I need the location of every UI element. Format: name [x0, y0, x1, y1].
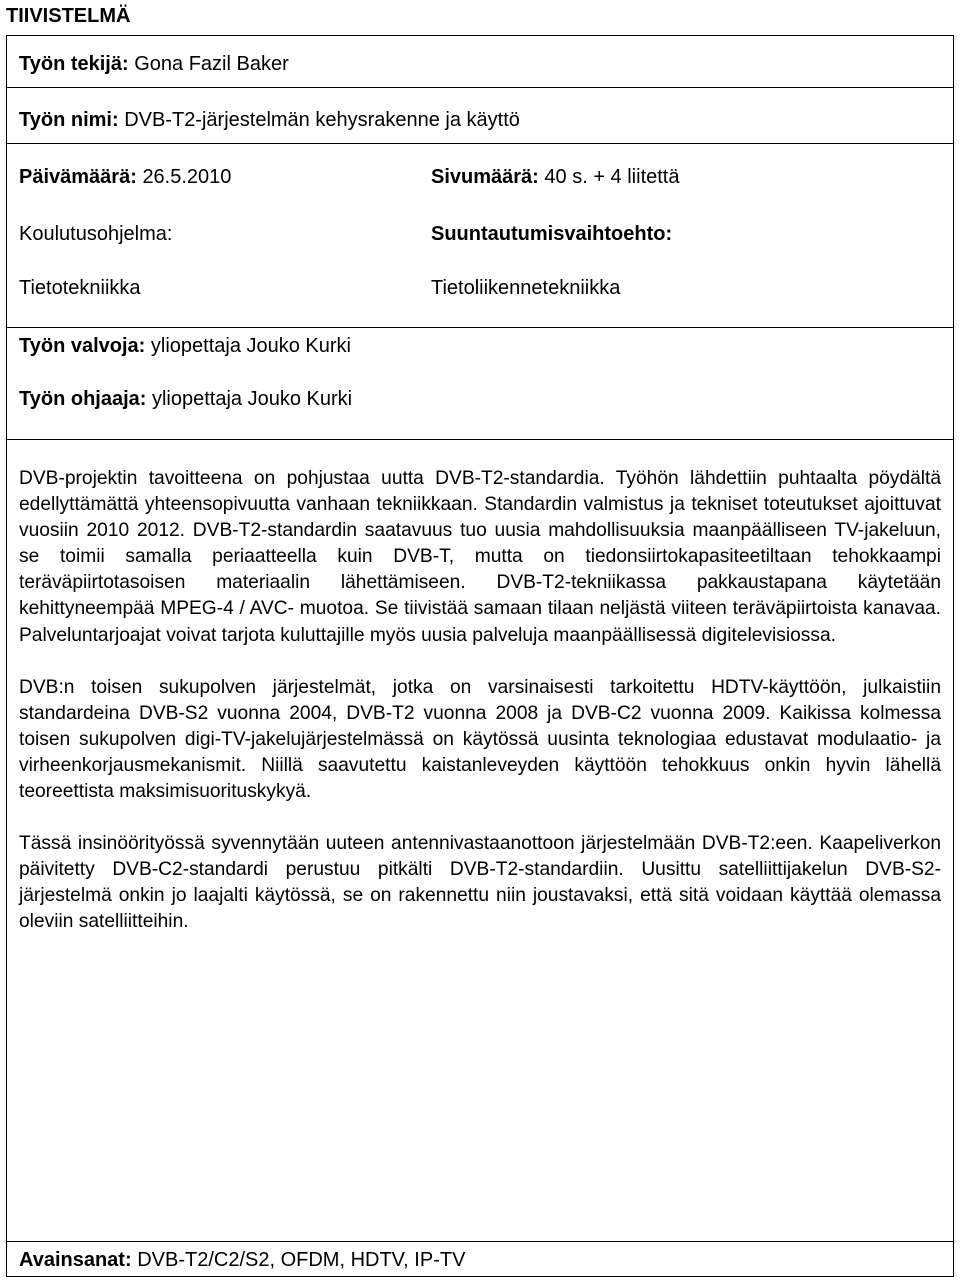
supervisor-row [19, 334, 351, 358]
supervisor-label: Työn valvoja: [19, 335, 146, 357]
keywords-label: Avainsanat: [19, 1249, 132, 1271]
date-label: Päivämäärä: [19, 166, 137, 188]
thesis-name-row [19, 108, 520, 132]
instructor-row [19, 387, 352, 411]
supervisor-value: yliopettaja Jouko Kurki [150, 335, 351, 357]
thesis-name-label: Työn nimi: [19, 109, 119, 131]
divider [7, 327, 953, 328]
keywords-row [19, 1248, 465, 1272]
instructor-label: Työn ohjaaja: [19, 388, 147, 410]
info-frame [6, 35, 954, 1277]
keywords-value: DVB-T2/C2/S2, OFDM, HDTV, IP-TV [137, 1249, 466, 1271]
thesis-name-value: DVB-T2-järjestelmän kehysrakenne ja käyttö [124, 109, 520, 131]
program-label: Koulutusohjelma: [19, 223, 173, 245]
abstract [19, 466, 941, 936]
abstract-paragraph: DVB-projektin tavoitteena on pohjustaa uutta DVB-T2-standardia. Työhön lähdettiin puhtaalta pöydältä edellyttämättä yhteensopivuutta vanhaan tekniikkaan. Standardin valmistus ja tekniset toteutukset ajoittuvat vuosiin 2010 2012. DVB-T2-standardin saatavuus tuo uusia mahdollisuuksia maanpäälliseen TV-jakeluun, se toimii samalla periaatteella kuin DVB-T, mutta on tiedonsiirtokapasiteetiltaan tehokkaampi teräväpiirtotasoisen materiaalin lähettämiseen. DVB-T2-tekniikassa pakkaustapana käytetään kehittyneempää MPEG-4 / AVC- muotoa. Se tiivistää samaan tilaan neljästä viiteen teräväpiirtoista kanavaa. Palveluntarjoajat voivat tarjota kuluttajille myös uusia palveluja maanpäällisessä digitelevisiossa. [19, 468, 941, 646]
divider [7, 143, 953, 144]
program-value: Tietotekniikka [19, 277, 141, 299]
abstract-paragraph: Tässä insinöörityössä syvennytään uuteen antennivastaanottoon järjestelmään DVB-T2:een. Kaapeliverkon päivitetty DVB-C2-standardi perustuu pitkälti DVB-T2-standardiin. Uusittu satelliittijakelun DVB-S2-järjestelmä onkin jo laajalti käytössä, se on rakennettu niin joustavaksi, että sitä voidaan käyttää olemassa oleviin satelliitteihin. [19, 833, 941, 933]
date-value: 26.5.2010 [142, 166, 232, 188]
author-value: Gona Fazil Baker [134, 53, 289, 75]
divider [7, 87, 953, 88]
date-row [19, 165, 231, 189]
author-label: Työn tekijä: [19, 53, 129, 75]
pages-label: Sivumäärä: [431, 166, 539, 188]
page-title: TIIVISTELMÄ [6, 5, 131, 27]
abstract-paragraph: DVB:n toisen sukupolven järjestelmät, jotka on varsinaisesti tarkoitettu HDTV-käyttöön, julkaistiin standardeina DVB-S2 vuonna 2004, DVB-T2 vuonna 2008 ja DVB-C2 vuonna 2009. Kaikissa kolmessa toisen sukupolven digi-TV-jakelujärjestelmässä on käytössä uusinta teknologiaa edustavat modulaatio- ja virheenkorjausmekanismit. Niillä saavutettu kaistanleveyden käyttöön tehokkuus onkin hyvin lähellä teoreettista maksimisuorituskykyä. [19, 676, 941, 803]
specialization-label: Suuntautumisvaihtoehto: [431, 223, 673, 245]
pages-value: 40 s. + 4 liitettä [544, 166, 680, 188]
divider [7, 439, 953, 440]
pages-row [431, 165, 679, 189]
author-row [19, 52, 289, 76]
instructor-value: yliopettaja Jouko Kurki [151, 388, 353, 410]
divider [7, 1241, 953, 1242]
specialization-value: Tietoliikennetekniikka [431, 277, 621, 299]
